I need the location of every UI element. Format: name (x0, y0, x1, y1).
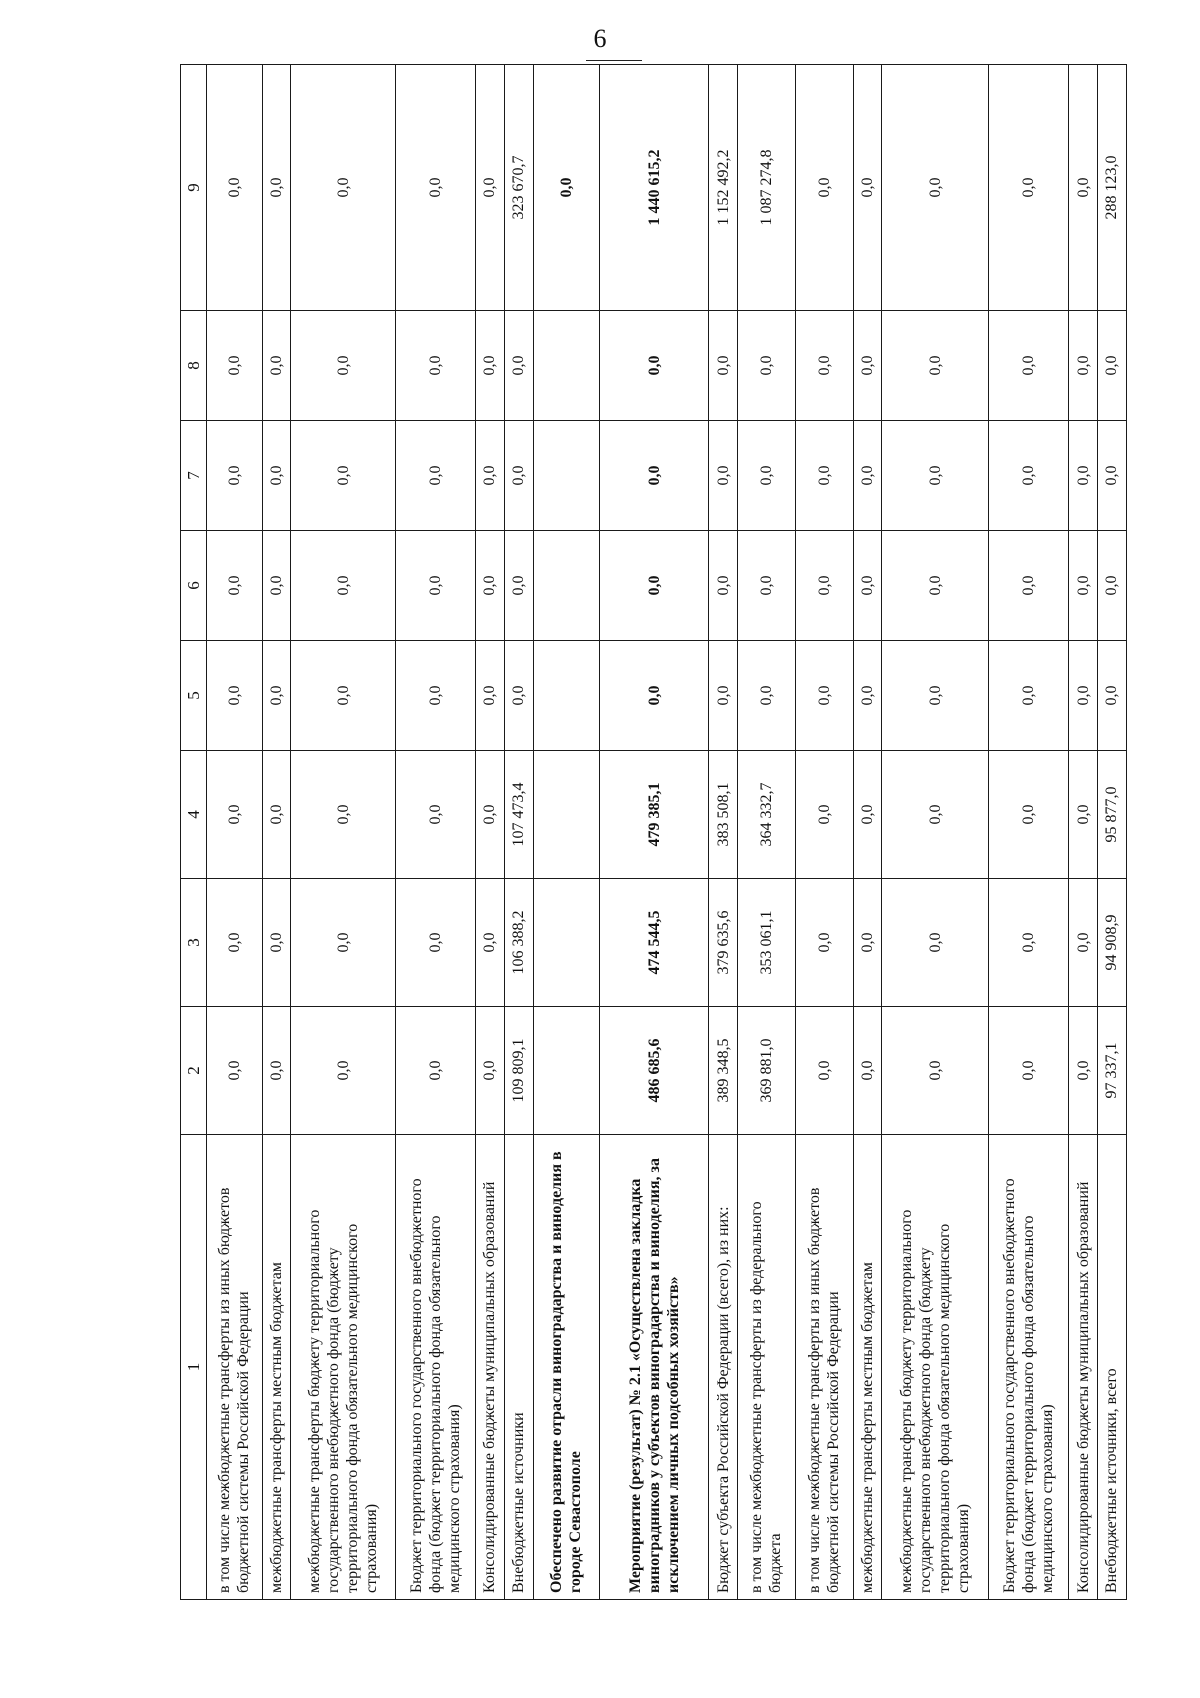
cell-col-4: 0,0 (291, 751, 395, 879)
row-label: в том числе межбюджетные трансферты из иных бюджетов бюджетной системы Российской Федерации (207, 1135, 263, 1600)
table-row (709, 65, 738, 1600)
cell-col-6: 0,0 (475, 531, 504, 641)
cell-col-4: 0,0 (395, 751, 475, 879)
cell-col-4: 95 877,0 (1097, 751, 1126, 879)
cell-col-4: 0,0 (795, 751, 853, 879)
row-label: Бюджет территориального государственного внебюджетного фонда (бюджет территориального фонда обязательного медицинского страхования) (395, 1135, 475, 1600)
cell-col-9: 0,0 (853, 65, 882, 311)
cell-col-9: 0,0 (207, 65, 263, 311)
cell-col-4: 0,0 (262, 751, 291, 879)
cell-col-3: 0,0 (291, 879, 395, 1007)
cell-col-5: 0,0 (1097, 641, 1126, 751)
cell-col-5: 0,0 (262, 641, 291, 751)
cell-col-2 (533, 1007, 600, 1135)
cell-col-2: 0,0 (207, 1007, 263, 1135)
cell-col-5: 0,0 (600, 641, 709, 751)
cell-col-6: 0,0 (853, 531, 882, 641)
cell-col-9: 0,0 (395, 65, 475, 311)
cell-col-6: 0,0 (262, 531, 291, 641)
cell-col-4: 107 473,4 (504, 751, 533, 879)
row-label: Обеспечено развитие отрасли виноградарства и виноделия в городе Севастополе (533, 1135, 600, 1600)
row-label: в том числе межбюджетные трансферты из иных бюджетов бюджетной системы Российской Федерации (795, 1135, 853, 1600)
column-header-1: 1 (181, 1135, 207, 1600)
cell-col-6: 0,0 (738, 531, 796, 641)
rotated-table-sheet (180, 65, 1127, 1600)
cell-col-2: 0,0 (475, 1007, 504, 1135)
cell-col-5: 0,0 (853, 641, 882, 751)
cell-col-3: 0,0 (475, 879, 504, 1007)
cell-col-3 (533, 879, 600, 1007)
column-header-6: 6 (181, 531, 207, 641)
cell-col-8: 0,0 (795, 311, 853, 421)
cell-col-3: 94 908,9 (1097, 879, 1126, 1007)
cell-col-3: 106 388,2 (504, 879, 533, 1007)
cell-col-2: 0,0 (291, 1007, 395, 1135)
cell-col-7: 0,0 (853, 421, 882, 531)
cell-col-8: 0,0 (1097, 311, 1126, 421)
row-label: Консолидированные бюджеты муниципальных образований (1069, 1135, 1098, 1600)
column-header-2: 2 (181, 1007, 207, 1135)
cell-col-8: 0,0 (709, 311, 738, 421)
column-header-7: 7 (181, 421, 207, 531)
cell-col-6: 0,0 (882, 531, 989, 641)
cell-col-2: 0,0 (395, 1007, 475, 1135)
row-label: межбюджетные трансферты бюджету территориального государственного внебюджетного фонда (бюджету территориального фонда обязательного медицинского страхования) (882, 1135, 989, 1600)
cell-col-5: 0,0 (504, 641, 533, 751)
cell-col-9: 0,0 (795, 65, 853, 311)
cell-col-3: 0,0 (395, 879, 475, 1007)
cell-col-5: 0,0 (395, 641, 475, 751)
table-row (738, 65, 796, 1600)
cell-col-2: 0,0 (262, 1007, 291, 1135)
table-row (207, 65, 263, 1600)
cell-col-6: 0,0 (1097, 531, 1126, 641)
cell-col-6: 0,0 (1069, 531, 1098, 641)
cell-col-8: 0,0 (989, 311, 1069, 421)
cell-col-3: 0,0 (882, 879, 989, 1007)
cell-col-3: 0,0 (853, 879, 882, 1007)
table-row (795, 65, 853, 1600)
cell-col-4 (533, 751, 600, 879)
column-header-9: 9 (181, 65, 207, 311)
table-row (395, 65, 475, 1600)
cell-col-8 (533, 311, 600, 421)
cell-col-5: 0,0 (1069, 641, 1098, 751)
cell-col-7: 0,0 (475, 421, 504, 531)
row-label: межбюджетные трансферты бюджету территориального государственного внебюджетного фонда (бюджету территориального фонда обязательного медицинского страхования) (291, 1135, 395, 1600)
cell-col-6: 0,0 (989, 531, 1069, 641)
cell-col-8: 0,0 (207, 311, 263, 421)
table-row (262, 65, 291, 1600)
table-row (475, 65, 504, 1600)
cell-col-4: 0,0 (475, 751, 504, 879)
table-row (291, 65, 395, 1600)
cell-col-8: 0,0 (395, 311, 475, 421)
cell-col-8: 0,0 (291, 311, 395, 421)
cell-col-8: 0,0 (882, 311, 989, 421)
cell-col-2: 486 685,6 (600, 1007, 709, 1135)
cell-col-9: 0,0 (1069, 65, 1098, 311)
cell-col-7: 0,0 (738, 421, 796, 531)
row-label: Внебюджетные источники (504, 1135, 533, 1600)
table-body (207, 65, 1127, 1600)
cell-col-2: 389 348,5 (709, 1007, 738, 1135)
cell-col-8: 0,0 (1069, 311, 1098, 421)
table-row (1069, 65, 1098, 1600)
cell-col-4: 383 508,1 (709, 751, 738, 879)
cell-col-3: 474 544,5 (600, 879, 709, 1007)
cell-col-8: 0,0 (853, 311, 882, 421)
cell-col-5: 0,0 (738, 641, 796, 751)
cell-col-2: 369 881,0 (738, 1007, 796, 1135)
cell-col-5: 0,0 (989, 641, 1069, 751)
cell-col-2: 0,0 (882, 1007, 989, 1135)
cell-col-7: 0,0 (600, 421, 709, 531)
cell-col-7: 0,0 (262, 421, 291, 531)
cell-col-5: 0,0 (795, 641, 853, 751)
cell-col-6: 0,0 (207, 531, 263, 641)
cell-col-9: 0,0 (291, 65, 395, 311)
cell-col-7: 0,0 (709, 421, 738, 531)
cell-col-5: 0,0 (207, 641, 263, 751)
table-row (533, 65, 600, 1600)
table-row (504, 65, 533, 1600)
cell-col-7: 0,0 (504, 421, 533, 531)
cell-col-2: 97 337,1 (1097, 1007, 1126, 1135)
cell-col-7: 0,0 (989, 421, 1069, 531)
cell-col-2: 0,0 (853, 1007, 882, 1135)
cell-col-9: 0,0 (475, 65, 504, 311)
cell-col-5: 0,0 (709, 641, 738, 751)
header-row (181, 65, 207, 1600)
cell-col-2: 0,0 (795, 1007, 853, 1135)
cell-col-6: 0,0 (600, 531, 709, 641)
cell-col-3: 0,0 (989, 879, 1069, 1007)
cell-col-9: 1 152 492,2 (709, 65, 738, 311)
page-number: 6 (593, 24, 607, 53)
cell-col-3: 0,0 (262, 879, 291, 1007)
cell-col-8: 0,0 (262, 311, 291, 421)
table-row (1097, 65, 1126, 1600)
cell-col-4: 0,0 (1069, 751, 1098, 879)
cell-col-9: 1 087 274,8 (738, 65, 796, 311)
cell-col-9: 0,0 (882, 65, 989, 311)
cell-col-8: 0,0 (600, 311, 709, 421)
cell-col-4: 0,0 (989, 751, 1069, 879)
row-label: межбюджетные трансферты местным бюджетам (262, 1135, 291, 1600)
cell-col-5: 0,0 (882, 641, 989, 751)
cell-col-6: 0,0 (395, 531, 475, 641)
column-header-5: 5 (181, 641, 207, 751)
row-label: межбюджетные трансферты местным бюджетам (853, 1135, 882, 1600)
cell-col-6: 0,0 (291, 531, 395, 641)
cell-col-7: 0,0 (395, 421, 475, 531)
cell-col-2: 0,0 (1069, 1007, 1098, 1135)
cell-col-6: 0,0 (504, 531, 533, 641)
cell-col-7: 0,0 (291, 421, 395, 531)
cell-col-7: 0,0 (795, 421, 853, 531)
cell-col-3: 0,0 (795, 879, 853, 1007)
cell-col-4: 364 332,7 (738, 751, 796, 879)
cell-col-9: 323 670,7 (504, 65, 533, 311)
row-label: в том числе межбюджетные трансферты из федерального бюджета (738, 1135, 796, 1600)
cell-col-4: 0,0 (207, 751, 263, 879)
cell-col-4: 0,0 (853, 751, 882, 879)
budget-table (180, 64, 1127, 1600)
cell-col-8: 0,0 (504, 311, 533, 421)
cell-col-3: 379 635,6 (709, 879, 738, 1007)
cell-col-4: 0,0 (882, 751, 989, 879)
cell-col-5: 0,0 (475, 641, 504, 751)
cell-col-6: 0,0 (795, 531, 853, 641)
cell-col-7: 0,0 (207, 421, 263, 531)
cell-col-7: 0,0 (1097, 421, 1126, 531)
cell-col-3: 353 061,1 (738, 879, 796, 1007)
table-row (853, 65, 882, 1600)
row-label: Внебюджетные источники, всего (1097, 1135, 1126, 1600)
column-header-8: 8 (181, 311, 207, 421)
cell-col-9: 1 440 615,2 (600, 65, 709, 311)
column-header-4: 4 (181, 751, 207, 879)
page-number-underline (586, 60, 642, 61)
cell-col-9: 0,0 (989, 65, 1069, 311)
row-label: Консолидированные бюджеты муниципальных образований (475, 1135, 504, 1600)
cell-col-9: 0,0 (262, 65, 291, 311)
row-label: Бюджет территориального государственного внебюджетного фонда (бюджет территориального фонда обязательного медицинского страхования) (989, 1135, 1069, 1600)
table-row (600, 65, 709, 1600)
cell-col-9: 288 123,0 (1097, 65, 1126, 311)
cell-col-8: 0,0 (475, 311, 504, 421)
cell-col-7: 0,0 (882, 421, 989, 531)
table-row (989, 65, 1069, 1600)
column-header-3: 3 (181, 879, 207, 1007)
cell-col-8: 0,0 (738, 311, 796, 421)
cell-col-2: 0,0 (989, 1007, 1069, 1135)
cell-col-7: 0,0 (1069, 421, 1098, 531)
cell-col-5: 0,0 (291, 641, 395, 751)
cell-col-9: 0,0 (533, 65, 600, 311)
cell-col-2: 109 809,1 (504, 1007, 533, 1135)
cell-col-5 (533, 641, 600, 751)
row-label: Мероприятие (результат) № 2.1 «Осуществлена закладка виноградников у субъектов виноградарства и виноделия, за исключением личных подсобных хозяйств» (600, 1135, 709, 1600)
cell-col-4: 479 385,1 (600, 751, 709, 879)
row-label: Бюджет субъекта Российской Федерации (всего), из них: (709, 1135, 738, 1600)
cell-col-3: 0,0 (207, 879, 263, 1007)
cell-col-3: 0,0 (1069, 879, 1098, 1007)
table-row (882, 65, 989, 1600)
cell-col-7 (533, 421, 600, 531)
cell-col-6: 0,0 (709, 531, 738, 641)
cell-col-6 (533, 531, 600, 641)
